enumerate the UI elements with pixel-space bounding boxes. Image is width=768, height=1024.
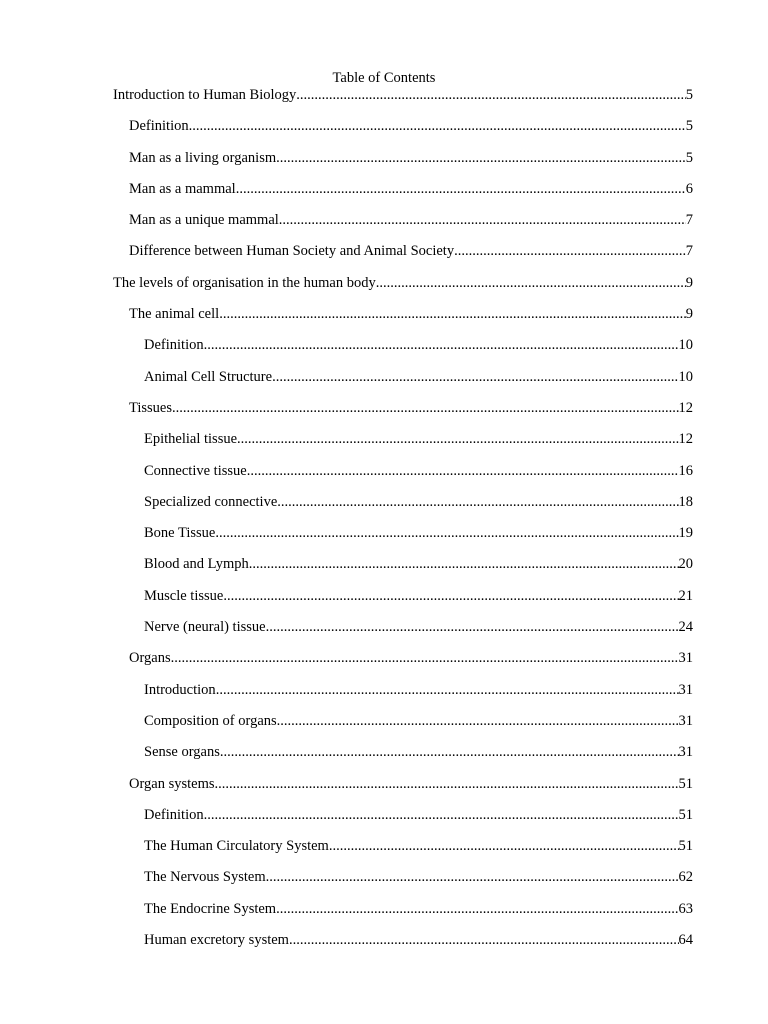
toc-entry[interactable] — [113, 743, 693, 774]
toc-page-number: 12 — [678, 431, 693, 448]
toc-dot-leader — [454, 242, 686, 260]
toc-page-number: 18 — [678, 493, 693, 510]
toc-entry-text: Composition of organs — [144, 712, 277, 729]
toc-entry[interactable] — [113, 274, 693, 305]
toc-dot-leader — [289, 931, 679, 949]
toc-dot-leader — [376, 274, 686, 292]
toc-entry[interactable] — [113, 931, 693, 962]
toc-page-number: 62 — [678, 869, 693, 886]
toc-dot-leader — [329, 837, 679, 855]
toc-dot-leader — [204, 336, 679, 354]
toc-entry-text: Tissues — [129, 399, 172, 416]
toc-entry[interactable] — [113, 180, 693, 211]
toc-entry-text: Animal Cell Structure — [144, 368, 273, 385]
toc-dot-leader — [171, 649, 679, 667]
toc-entry[interactable] — [113, 86, 693, 117]
toc-entry[interactable] — [113, 555, 693, 586]
toc-entry[interactable] — [113, 712, 693, 743]
toc-entry-text: Nerve (neural) tissue — [144, 619, 266, 636]
toc-entry-text: Organ systems — [129, 775, 215, 792]
toc-entry-text: Definition — [144, 337, 204, 354]
toc-page-number: 7 — [685, 212, 693, 229]
toc-entry-text: Definition — [144, 806, 204, 823]
toc-page-number: 20 — [678, 556, 693, 573]
toc-page-number: 24 — [678, 619, 693, 636]
toc-entry[interactable] — [113, 462, 693, 493]
toc-page-number: 9 — [685, 306, 693, 323]
toc-entry-text: Specialized connective — [144, 493, 278, 510]
toc-page-number: 51 — [678, 775, 693, 792]
toc-page-number: 5 — [685, 118, 693, 135]
toc-page-number: 9 — [685, 274, 693, 291]
toc-entry[interactable] — [113, 587, 693, 618]
toc-dot-leader — [296, 86, 686, 104]
toc-page-number: 21 — [678, 587, 693, 604]
toc-page-number: 51 — [678, 806, 693, 823]
toc-dot-leader — [276, 900, 678, 918]
toc-entry[interactable] — [113, 493, 693, 524]
toc-dot-leader — [220, 743, 679, 761]
toc-dot-leader — [189, 117, 686, 135]
toc-entry-text: The Nervous System — [144, 869, 266, 886]
toc-entry-text: Introduction — [144, 681, 216, 698]
toc-entry-text: Man as a living organism — [129, 149, 277, 166]
toc-dot-leader — [219, 305, 686, 323]
toc-dot-leader — [215, 775, 679, 793]
toc-entry[interactable] — [113, 618, 693, 649]
toc-entry[interactable] — [113, 305, 693, 336]
toc-page-number: 10 — [678, 337, 693, 354]
toc-entry-text: The Human Circulatory System — [144, 838, 329, 855]
toc-entry-text: Blood and Lymph — [144, 556, 249, 573]
toc-dot-leader — [223, 587, 678, 605]
toc-page-number: 12 — [678, 399, 693, 416]
toc-entry-text: Human excretory system — [144, 932, 289, 949]
toc-entry[interactable] — [113, 775, 693, 806]
toc-list — [113, 86, 693, 962]
toc-page-number: 6 — [685, 180, 693, 197]
toc-page-number: 19 — [678, 525, 693, 542]
toc-entry-text: Difference between Human Society and Animal Society — [129, 243, 455, 260]
toc-entry-text: Epithelial tissue — [144, 431, 238, 448]
toc-dot-leader — [216, 681, 679, 699]
toc-entry[interactable] — [113, 242, 693, 273]
toc-page-number: 31 — [678, 650, 693, 667]
toc-page-number: 51 — [678, 838, 693, 855]
toc-entry[interactable] — [113, 806, 693, 837]
toc-entry[interactable] — [113, 399, 693, 430]
toc-dot-leader — [172, 399, 679, 417]
toc-dot-leader — [266, 868, 679, 886]
toc-entry-text: Man as a mammal — [129, 180, 236, 197]
toc-entry[interactable] — [113, 368, 693, 399]
toc-entry-text: The Endocrine System — [144, 900, 277, 917]
toc-entry[interactable] — [113, 681, 693, 712]
toc-dot-leader — [276, 149, 686, 167]
toc-page-number: 63 — [678, 900, 693, 917]
toc-entry[interactable] — [113, 149, 693, 180]
toc-dot-leader — [236, 180, 686, 198]
toc-dot-leader — [249, 555, 679, 573]
toc-page-number: 7 — [685, 243, 693, 260]
toc-entry[interactable] — [113, 430, 693, 461]
toc-entry-text: The animal cell — [129, 306, 220, 323]
toc-page-number: 31 — [678, 681, 693, 698]
toc-entry-text: Introduction to Human Biology — [113, 87, 297, 103]
toc-entry-text: The levels of organisation in the human body — [113, 274, 376, 291]
toc-page-number: 16 — [678, 462, 693, 479]
toc-entry-text: Bone Tissue — [144, 525, 216, 542]
toc-dot-leader — [277, 493, 678, 511]
toc-entry[interactable] — [113, 837, 693, 868]
toc-dot-leader — [279, 211, 686, 229]
toc-page-number: 31 — [678, 712, 693, 729]
toc-page-number: 10 — [678, 368, 693, 385]
toc-page-number: 5 — [685, 149, 693, 166]
toc-entry-text: Sense organs — [144, 744, 220, 761]
toc-dot-leader — [277, 712, 679, 730]
toc-dot-leader — [204, 806, 679, 824]
toc-entry[interactable] — [113, 336, 693, 367]
toc-entry-text: Definition — [129, 118, 189, 135]
toc-page-number: 31 — [678, 744, 693, 761]
toc-entry[interactable] — [113, 868, 693, 899]
toc-title: Table of Contents — [332, 70, 436, 86]
toc-dot-leader — [272, 368, 678, 386]
toc-entry-text: Connective tissue — [144, 462, 247, 479]
toc-page-number: 5 — [685, 87, 693, 103]
toc-entry[interactable] — [113, 649, 693, 680]
toc-entry[interactable] — [113, 524, 693, 555]
toc-entry-text: Organs — [129, 650, 171, 667]
toc-dot-leader — [247, 462, 679, 480]
toc-page-number: 64 — [678, 932, 693, 949]
toc-entry-text: Muscle tissue — [144, 587, 224, 604]
toc-entry[interactable] — [113, 211, 693, 242]
toc-dot-leader — [215, 524, 678, 542]
toc-dot-leader — [266, 618, 679, 636]
toc-entry[interactable] — [113, 900, 693, 931]
toc-entry-text: Man as a unique mammal — [129, 212, 279, 229]
toc-entry[interactable] — [113, 117, 693, 148]
toc-dot-leader — [237, 430, 678, 448]
